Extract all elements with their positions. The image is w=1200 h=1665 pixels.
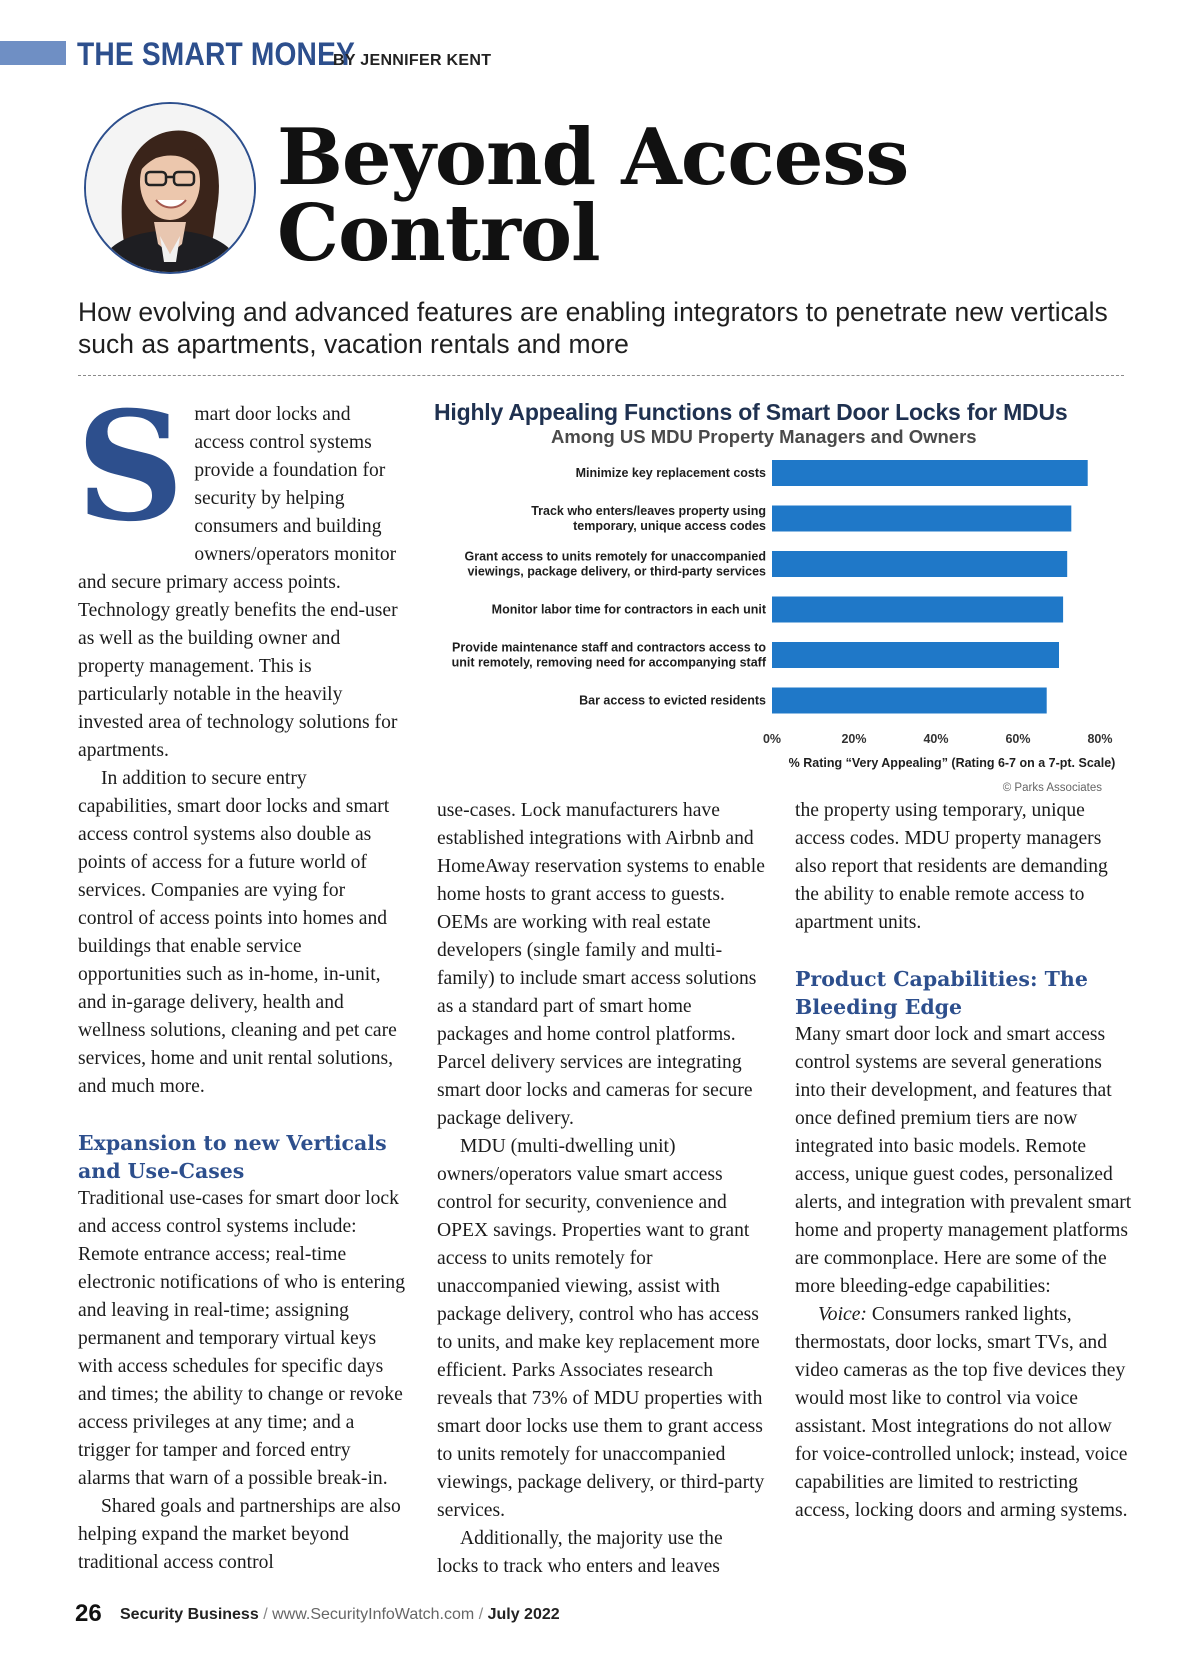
col1-paragraph-1: mart door locks and access control systems provide a foundation for security by helping consumers and building owners/operators monitor and secure primary access points. Technology greatly benefits the end-user as well as the building owner and property management. This is particularly notable in the heavily invested area of technology solutions for apartments. — [78, 404, 398, 761]
chart-x-axis-label: % Rating “Very Appealing” (Rating 6-7 on a 7-pt. Scale) — [788, 756, 1116, 770]
chart-bar — [772, 551, 1067, 577]
col3-paragraph-3 — [795, 1301, 1135, 1525]
chart-bar — [772, 506, 1071, 532]
byline: BY JENNIFER KENT — [333, 52, 492, 69]
chart-tick-label: 40% — [923, 732, 949, 746]
author-portrait — [84, 102, 256, 274]
chart-source: © Parks Associates — [1002, 782, 1102, 794]
chart-category-label: Grant access to units remotely for unaccompanied — [464, 549, 766, 564]
col1-paragraph-2: In addition to secure entry capabilities, smart door locks and smart access control systems also double as points of access for a future world of services. Companies are vying for control of access points into homes and buildings that enable service opportunities such as in-home, in-unit, and in-garage delivery, health and wellness solutions, cleaning and pet care services, home and unit rental solutions, and much more. — [78, 768, 397, 1097]
column-color-band — [0, 41, 66, 65]
chart-subtitle: Among US MDU Property Managers and Owners — [551, 426, 977, 447]
col2-paragraph-1: use-cases. Lock manufacturers have established integrations with Airbnb and HomeAway reservation systems to enable home hosts to grant access to guests. OEMs are working with real estate developers (single family and multi-family) to include smart access solutions as a standard part of smart home packages and home control platforms. Parcel delivery services are integrating smart door locks and cameras for secure package delivery. — [437, 800, 765, 1129]
column-name: THE SMART MONEY — [77, 36, 355, 72]
deck: How evolving and advanced features are enabling integrators to penetrate new verticals such as apartments, vacation rentals and more — [78, 297, 1108, 359]
chart-category-label: Bar access to evicted residents — [579, 693, 766, 708]
headline — [277, 112, 1157, 279]
col2-paragraph-2: MDU (multi-dwelling unit) owners/operators value smart access control for security, convenience and OPEX savings. Properties want to grant access to units remotely for unaccompanied viewing, assist with package delivery, control who has access to units, and make key replacement more efficient. Parks Associates research reveals that 73% of MDU properties with smart door locks use them to grant access to units remotely for unaccompanied viewings, package delivery, or third-party services. — [437, 1136, 765, 1521]
chart-figure — [420, 395, 1120, 795]
chart-tick-label: 0% — [762, 732, 782, 746]
col3-paragraph-2: Many smart door lock and smart access control systems are several generations into their development, and features that once defined premium tiers are now integrated into basic models. Remote access, unique guest codes, personalized alerts, and integration with prevalent smart home and property management platforms are commonplace. Here are some of the more bleeding-edge capabilities: — [795, 1024, 1132, 1297]
chart-category-label: Provide maintenance staff and contractors access to — [452, 640, 766, 655]
chart-bar — [772, 597, 1063, 623]
col1-paragraph-3: Traditional use-cases for smart door lock and access control systems include: Remote entrance access; real-time electronic notifications of who is entering and leaving in real-time; assigning permanent and temporary virtual keys with access schedules for specific days and times; the ability to change or revoke access privileges at any time; and a trigger for tamper and forced entry alarms that warn of a possible break-in. — [78, 1188, 406, 1489]
page-number: 26 — [75, 1600, 102, 1627]
subhead-capabilities: Product Capabilities: The Bleeding Edge — [795, 967, 1088, 1019]
chart-category-label: unit remotely, removing need for accompanying staff — [451, 655, 766, 670]
bar-chart — [420, 395, 1120, 795]
subhead-expansion: Expansion to new Verticals and Use-Cases — [78, 1131, 387, 1183]
chart-title: Highly Appealing Functions of Smart Door Locks for MDUs — [434, 399, 1068, 425]
col2-paragraph-3: Additionally, the majority use the locks to track who enters and leaves — [437, 1528, 723, 1577]
footer-separator: / — [263, 1606, 268, 1623]
chart-bar — [772, 460, 1088, 486]
drop-cap: S — [76, 379, 185, 555]
column-3 — [795, 797, 1135, 1525]
issue-date: July 2022 — [487, 1606, 560, 1623]
column-1 — [76, 379, 406, 1577]
chart-bar — [772, 642, 1059, 668]
footer-separator: / — [478, 1606, 484, 1623]
chart-category-label: viewings, package delivery, or third-party services — [467, 564, 766, 579]
publication-name: Security Business — [120, 1606, 259, 1623]
headline-line-2: Control — [277, 188, 600, 279]
chart-category-label: Track who enters/leaves property using — [531, 504, 766, 518]
headline-line-1: Beyond Access — [277, 112, 909, 203]
column-2 — [437, 797, 767, 1581]
chart-category-label: Minimize key replacement costs — [575, 466, 766, 480]
dashed-divider — [78, 375, 1124, 376]
publication-url: www.SecurityInfoWatch.com — [272, 1606, 475, 1623]
voice-text: Consumers ranked lights, thermostats, door locks, smart TVs, and video cameras as the top five devices they would most like to control via voice assistant. Most integrations do not allow for voice-controlled unlock; instead, voice capabilities are limited to restricting access, locking doors and arming systems. — [795, 1304, 1128, 1521]
chart-tick-label: 60% — [1005, 732, 1031, 746]
chart-category-label: temporary, unique access codes — [573, 519, 766, 533]
footer-credit — [120, 1606, 560, 1624]
col3-paragraph-1: the property using temporary, unique access codes. MDU property managers also report that residents are demanding the ability to enable remote access to apartment units. — [795, 800, 1108, 933]
chart-bar — [772, 688, 1047, 714]
voice-lead: Voice: — [818, 1304, 867, 1325]
chart-tick-label: 20% — [841, 732, 867, 746]
chart-category-label: Monitor labor time for contractors in each unit — [491, 602, 766, 617]
col1-paragraph-4: Shared goals and partnerships are also helping expand the market beyond traditional access control — [78, 1496, 401, 1573]
chart-tick-label: 80% — [1087, 732, 1113, 746]
